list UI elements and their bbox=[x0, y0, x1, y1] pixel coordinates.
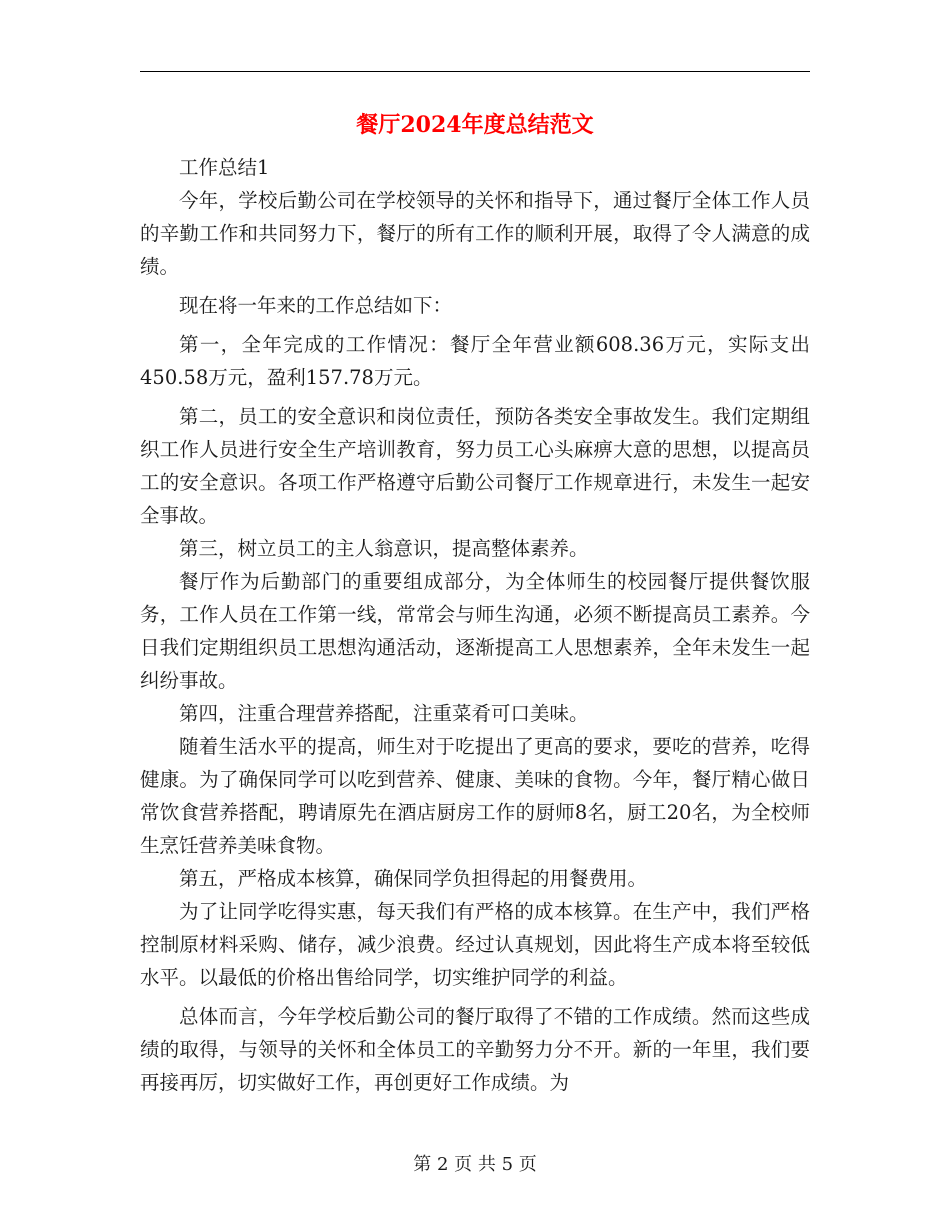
header-rule bbox=[140, 71, 810, 72]
paragraph: 第四，注重合理营养搭配，注重菜肴可口美味。 bbox=[179, 702, 589, 725]
paragraph: 第一，全年完成的工作情况：餐厅全年营业额608.36万元，实际支出450.58万元，盈利157.78万元。 bbox=[140, 333, 810, 389]
paragraph: 总体而言，今年学校后勤公司的餐厅取得了不错的工作成绩。然而这些成绩的取得，与领导的关怀和全体员工的辛勤努力分不开。新的一年里，我们要再接再厉，切实做好工作，再创更好工作成绩。为 bbox=[140, 1005, 810, 1094]
document-title: 餐厅2024年度总结范文 bbox=[356, 112, 594, 138]
paragraph: 餐厅作为后勤部门的重要组成部分，为全体师生的校园餐厅提供餐饮服务，工作人员在工作第一线，常常会与师生沟通，必须不断提高员工素养。今日我们定期组织员工思想沟通活动，逐渐提高工人思想素养，全年未发生一起纠纷事故。 bbox=[140, 570, 810, 692]
paragraph: 为了让同学吃得实惠，每天我们有严格的成本核算。在生产中，我们严格控制原材料采购、储存，减少浪费。经过认真规划，因此将生产成本将至较低水平。以最低的价格出售给同学，切实维护同学的利益。 bbox=[140, 900, 810, 989]
paragraph: 今年，学校后勤公司在学校领导的关怀和指导下，通过餐厅全体工作人员的辛勤工作和共同努力下，餐厅的所有工作的顺利开展，取得了令人满意的成绩。 bbox=[140, 189, 810, 278]
document-body bbox=[140, 151, 810, 1099]
paragraph: 第五，严格成本核算，确保同学负担得起的用餐费用。 bbox=[179, 867, 648, 890]
paragraph: 现在将一年来的工作总结如下： bbox=[179, 294, 453, 317]
page-number: 第 2 页 共 5 页 bbox=[413, 1154, 537, 1175]
paragraph: 第二，员工的安全意识和岗位责任，预防各类安全事故发生。我们定期组织工作人员进行安全生产培训教育，努力员工心头麻痹大意的思想，以提高员工的安全意识。各项工作严格遵守后勤公司餐厅工作规章进行，未发生一起安全事故。 bbox=[140, 405, 810, 527]
paragraph: 随着生活水平的提高，师生对于吃提出了更高的要求，要吃的营养，吃得健康。为了确保同学可以吃到营养、健康、美味的食物。今年，餐厅精心做日常饮食营养搭配，聘请原先在酒店厨房工作的厨师8名，厨工20名，为全校师生烹饪营养美味食物。 bbox=[140, 735, 810, 857]
section-heading: 工作总结1 bbox=[179, 156, 270, 179]
paragraph: 第三，树立员工的主人翁意识，提高整体素养。 bbox=[179, 537, 589, 560]
